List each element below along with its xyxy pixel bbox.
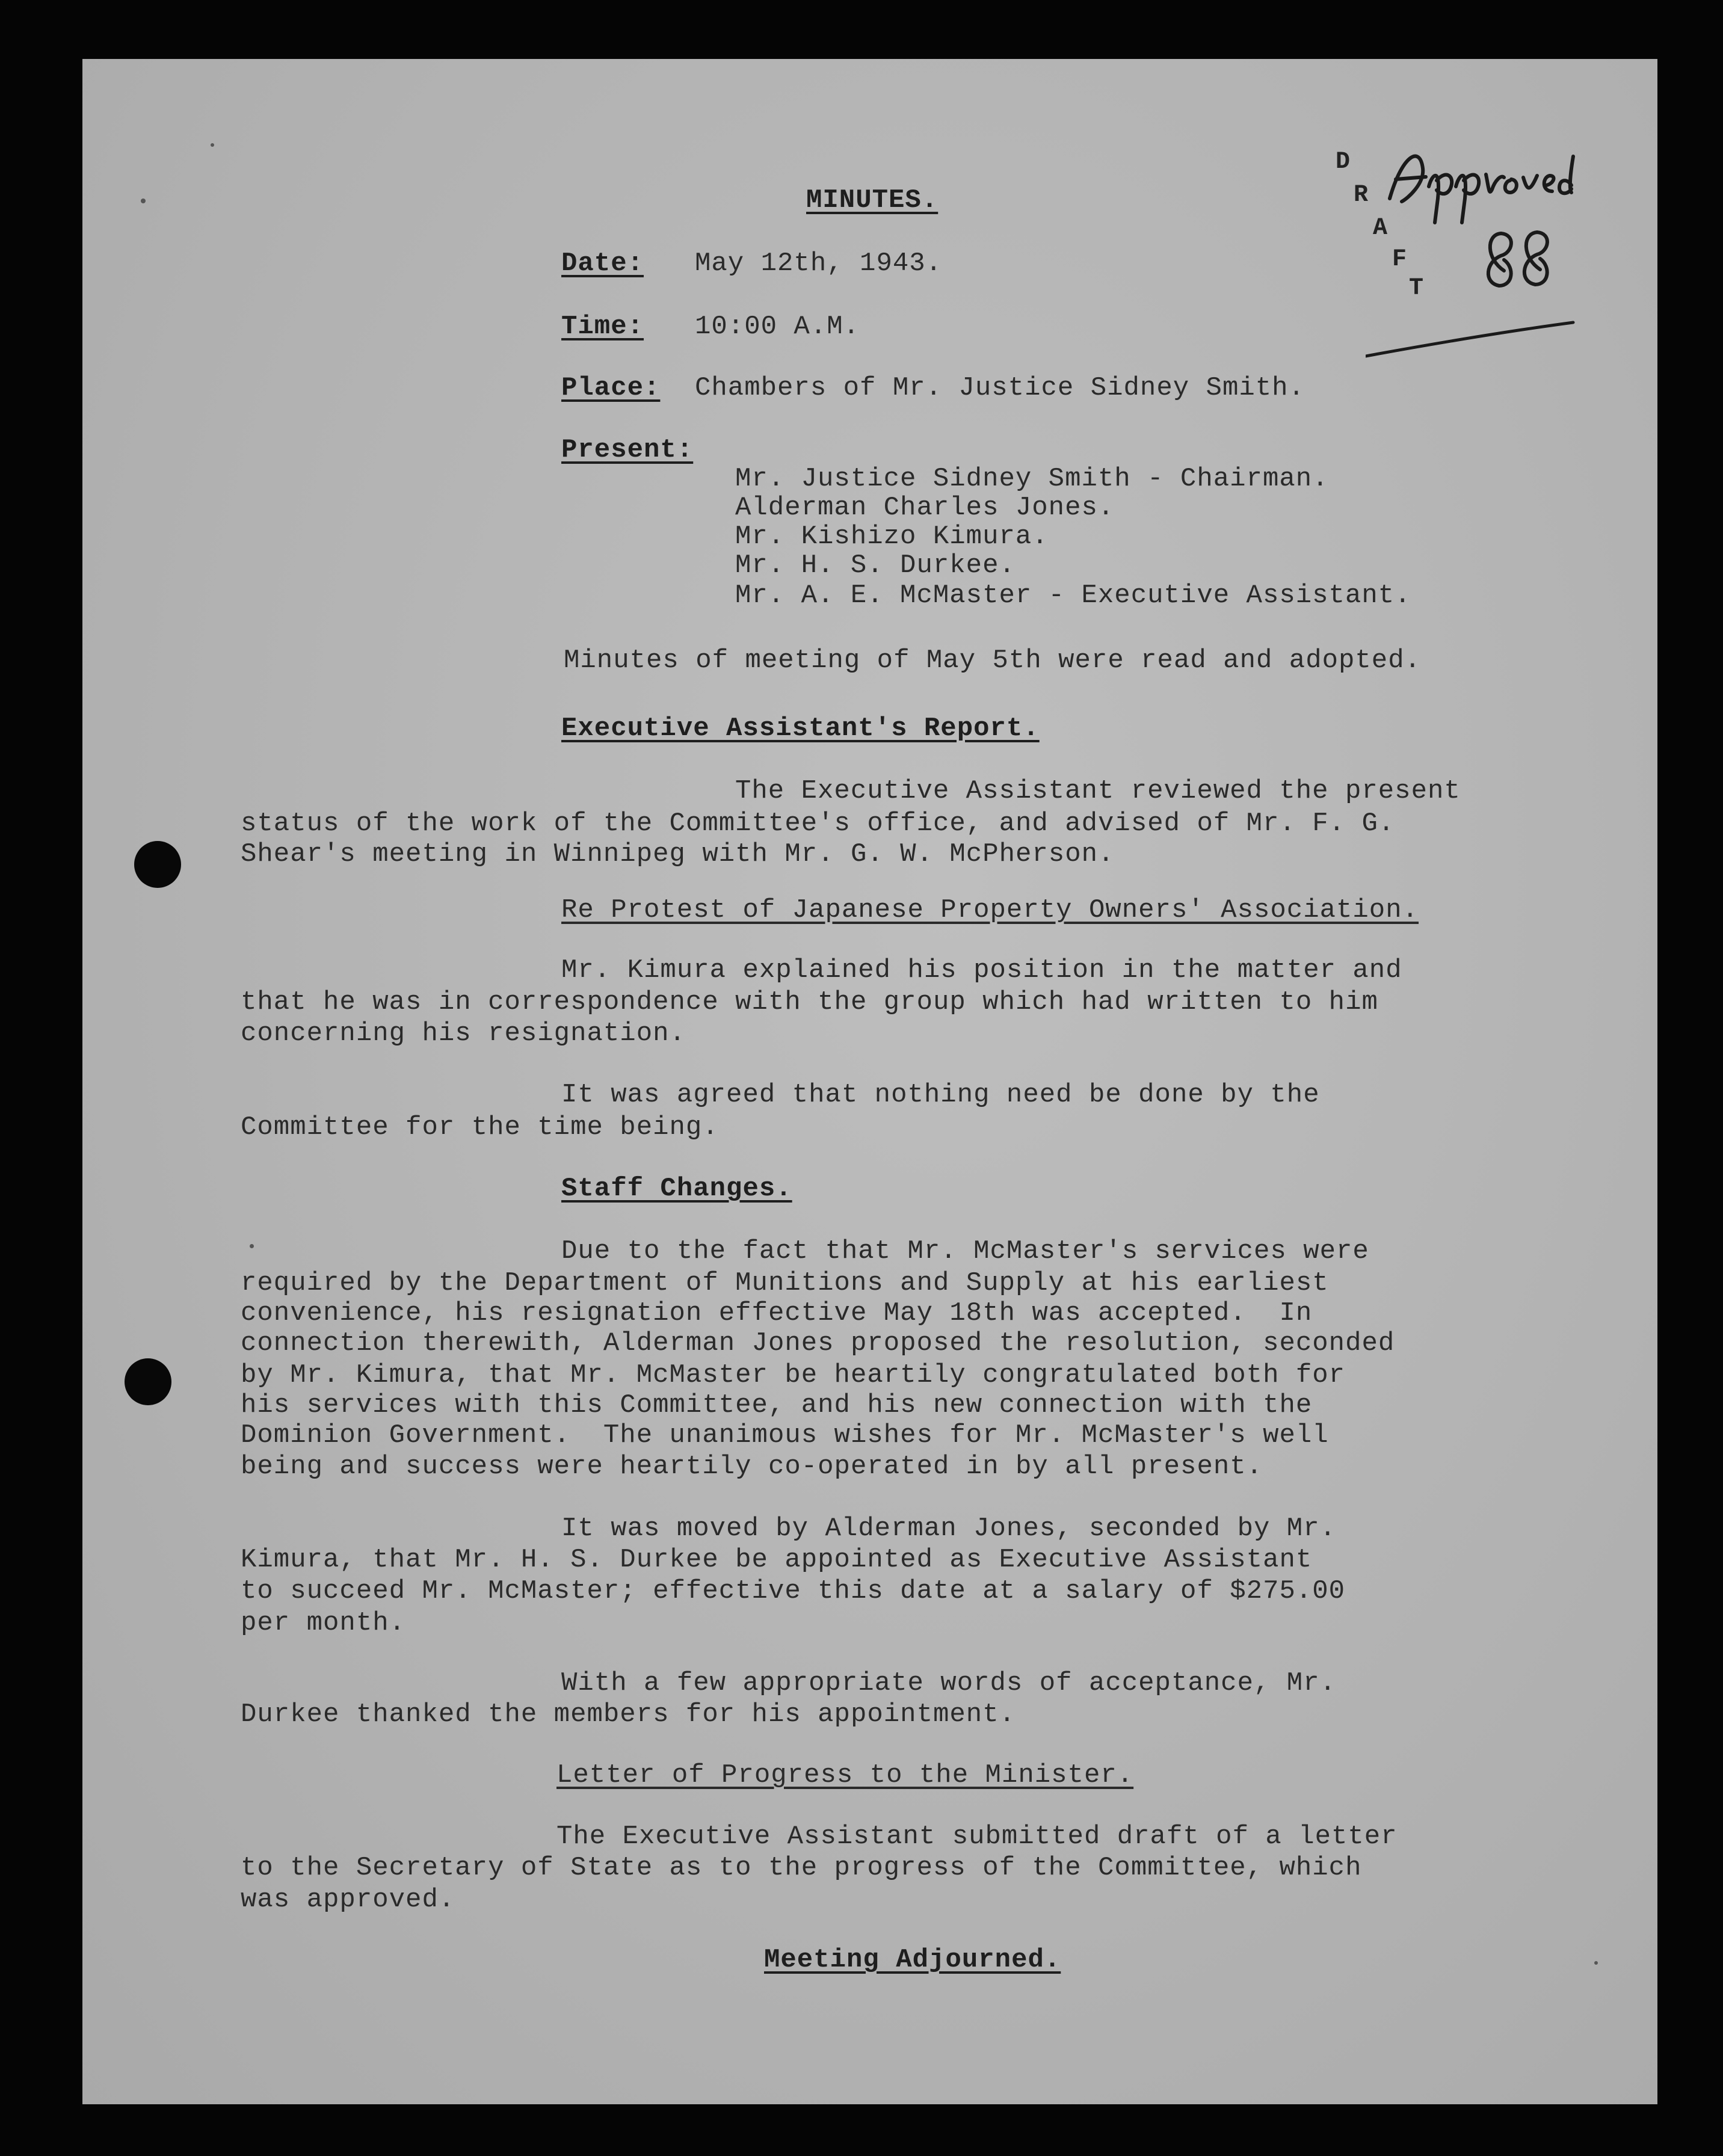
body-line: that he was in correspondence with the group which had written to him (241, 987, 1378, 1017)
place-label: Place: (561, 373, 661, 403)
body-line: by Mr. Kimura, that Mr. McMaster be heartily congratulated both for (241, 1360, 1346, 1390)
body-line: connection therewith, Alderman Jones proposed the resolution, seconded (241, 1328, 1395, 1358)
date-label: Date: (561, 248, 644, 279)
body-line: to succeed Mr. McMaster; effective this date at a salary of $275.00 (241, 1576, 1346, 1606)
body-line: being and success were heartily co-operated in by all present. (241, 1452, 1263, 1482)
body-line: It was moved by Alderman Jones, seconded by Mr. (561, 1514, 1337, 1544)
ink-speck (141, 199, 146, 203)
attendee: Mr. Justice Sidney Smith - Chairman. (735, 464, 1329, 494)
attendee: Alderman Charles Jones. (735, 493, 1115, 523)
time-value: 10:00 A.M. (695, 312, 860, 342)
punch-hole-lower (125, 1358, 171, 1405)
body-line: Mr. Kimura explained his position in the matter and (561, 955, 1402, 985)
minutes-adopted: Minutes of meeting of May 5th were read and adopted. (564, 645, 1422, 676)
body-line: status of the work of the Committee's office, and advised of Mr. F. G. (241, 808, 1395, 839)
attendee: Mr. Kishizo Kimura. (735, 522, 1049, 552)
handwritten-approval (1366, 132, 1582, 361)
body-line: per month. (241, 1608, 406, 1638)
body-line: required by the Department of Munitions and Supply at his earliest (241, 1268, 1329, 1298)
document-title: MINUTES. (806, 185, 939, 215)
draft-stamp-letter: F (1392, 246, 1407, 273)
ink-speck (250, 1244, 254, 1248)
body-line: to the Secretary of State as to the progress of the Committee, which (241, 1853, 1362, 1883)
time-label: Time: (561, 312, 644, 342)
body-line: The Executive Assistant reviewed the present (735, 776, 1461, 806)
body-line: Due to the fact that Mr. McMaster's services were (561, 1236, 1369, 1266)
body-line: Committee for the time being. (241, 1112, 719, 1142)
place-value: Chambers of Mr. Justice Sidney Smith. (695, 373, 1305, 403)
body-line: The Executive Assistant submitted draft of a letter (556, 1822, 1398, 1852)
draft-stamp-letter: A (1373, 215, 1388, 242)
body-line: It was agreed that nothing need be done by the (561, 1080, 1320, 1110)
section-heading: Letter of Progress to the Minister. (556, 1760, 1134, 1790)
date-value: May 12th, 1943. (695, 248, 943, 279)
body-line: Kimura, that Mr. H. S. Durkee be appointed as Executive Assistant (241, 1545, 1313, 1575)
draft-stamp-letter: D (1336, 149, 1351, 176)
punch-hole-upper (134, 841, 181, 888)
section-heading: Executive Assistant's Report. (561, 713, 1040, 744)
body-line: Durkee thanked the members for his appointment. (241, 1699, 1016, 1729)
body-line: his services with this Committee, and his new connection with the (241, 1390, 1313, 1420)
ink-speck (1594, 1961, 1598, 1965)
meeting-adjourned: Meeting Adjourned. (764, 1945, 1061, 1975)
draft-stamp-letter: T (1409, 275, 1424, 302)
body-line: With a few appropriate words of acceptance, Mr. (561, 1668, 1337, 1698)
body-line: Dominion Government. The unanimous wishes for Mr. McMaster's well (241, 1420, 1329, 1450)
body-line: Shear's meeting in Winnipeg with Mr. G. W. McPherson. (241, 839, 1115, 869)
section-heading: Re Protest of Japanese Property Owners' Association. (561, 895, 1419, 925)
body-line: concerning his resignation. (241, 1018, 686, 1049)
ink-speck (211, 143, 214, 147)
draft-stamp-letter: R (1354, 182, 1369, 209)
body-line: was approved. (241, 1885, 455, 1915)
attendee: Mr. H. S. Durkee. (735, 550, 1016, 581)
body-line: convenience, his resignation effective May 18th was accepted. In (241, 1298, 1313, 1328)
present-label: Present: (561, 435, 694, 465)
attendee: Mr. A. E. McMaster - Executive Assistant. (735, 581, 1411, 611)
section-heading: Staff Changes. (561, 1174, 792, 1204)
